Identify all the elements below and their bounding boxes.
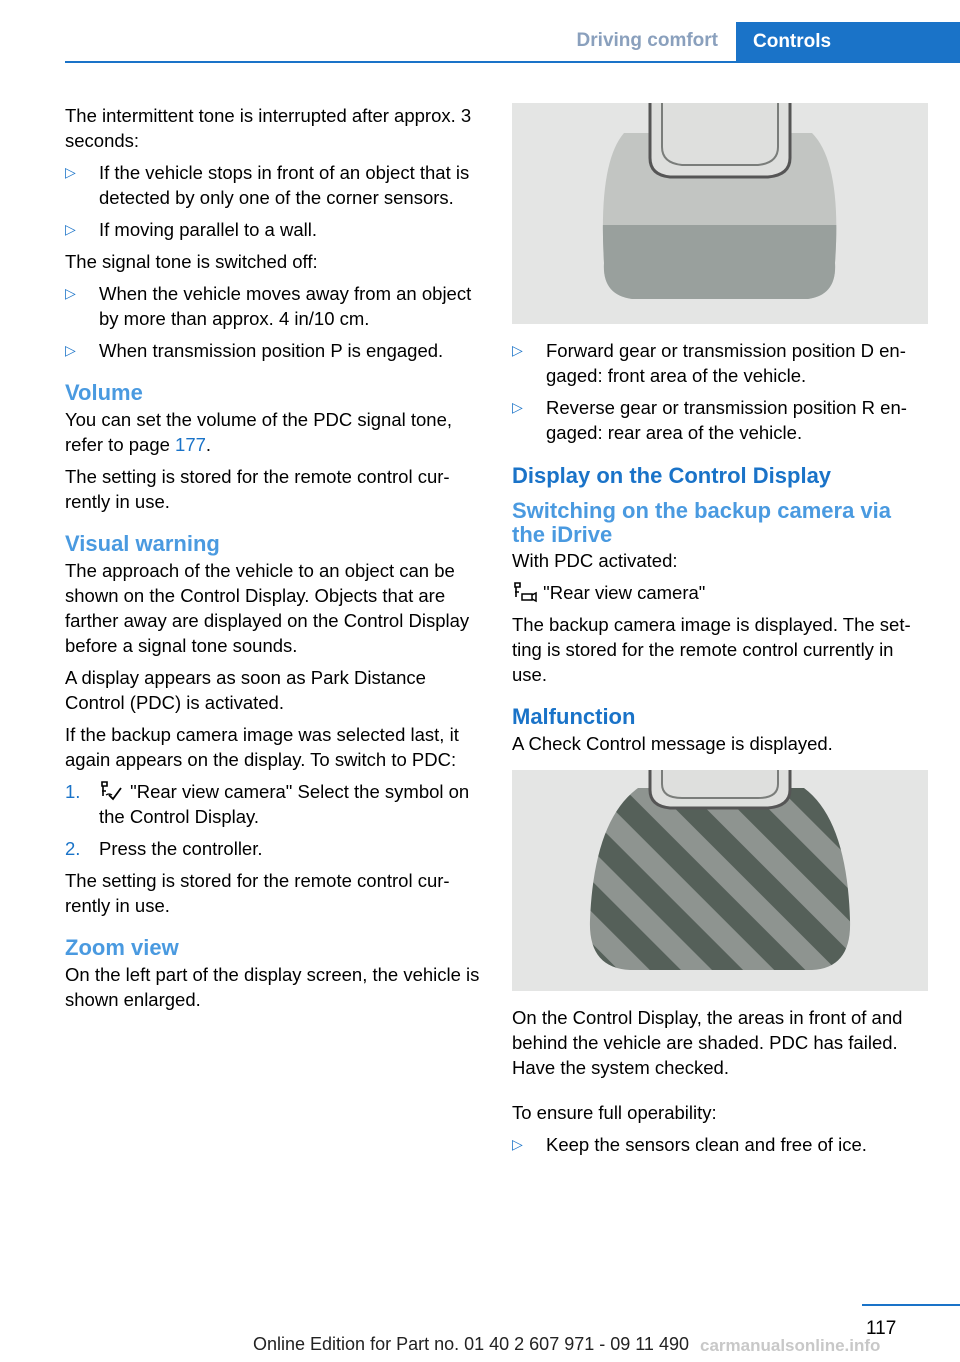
list-item: ▷ If the vehicle stops in front of an object that is detected by only one of the corner sensors. bbox=[65, 162, 470, 208]
watermark: carmanualsonline.info bbox=[700, 1336, 881, 1355]
page-number: 117 bbox=[866, 1318, 897, 1339]
view-mode-list bbox=[512, 338, 930, 445]
steps-list bbox=[65, 779, 481, 861]
footer-rule bbox=[862, 1304, 960, 1306]
visual-warning-text-2: A display appears as soon as Park Distance Control (PDC) is activated. bbox=[65, 667, 426, 713]
malfunction-heading: Malfunction bbox=[512, 704, 636, 729]
camera-heading: Switching on the backup camera via the iDrive bbox=[512, 498, 891, 547]
operability-list bbox=[512, 1132, 930, 1157]
interrupt-list bbox=[65, 160, 481, 242]
volume-heading: Volume bbox=[65, 380, 143, 405]
right-column bbox=[512, 103, 930, 1164]
running-header-section: Driving comfort bbox=[576, 30, 718, 51]
list-item: ▷ Keep the sensors clean and free of ice. bbox=[512, 1134, 867, 1155]
visual-warning-heading: Visual warning bbox=[65, 531, 220, 556]
camera-displayed-text: The backup camera image is displayed. The setting is stored for the remote control currently in use. bbox=[512, 614, 911, 685]
switched-off-list bbox=[65, 281, 481, 363]
edition-note: Online Edition for Part no. 01 40 2 607 971 - 09 11 490 bbox=[253, 1334, 689, 1354]
rear-camera-icon bbox=[512, 581, 538, 603]
switched-off-intro: The signal tone is switched off: bbox=[65, 251, 318, 272]
list-item: ▷ If moving parallel to a wall. bbox=[65, 219, 317, 240]
volume-text: You can set the volume of the PDC signal tone, refer to page 177. bbox=[65, 409, 453, 455]
list-item: ▷ When transmission position P is engaged. bbox=[65, 340, 444, 361]
list-item: ▷ Reverse gear or transmission position R engaged: rear area of the vehicle. bbox=[512, 397, 907, 443]
rear-view-menu-path: "Rear view camera" bbox=[512, 580, 930, 605]
malfunction-text: A Check Control message is displayed. bbox=[512, 733, 833, 754]
list-item: ▷ Forward gear or transmission position D engaged: front area of the vehicle. bbox=[512, 340, 906, 386]
pdc-failure-graphic bbox=[512, 770, 928, 991]
header-rule bbox=[65, 61, 960, 63]
triangle-bullet-icon: ▷ bbox=[65, 221, 76, 237]
rear-camera-icon bbox=[99, 780, 125, 802]
pdc-failure-illustration bbox=[512, 770, 928, 991]
left-column bbox=[65, 103, 481, 1019]
running-header-chapter: Controls bbox=[736, 22, 960, 63]
step-item: 2. Press the controller. bbox=[65, 838, 263, 859]
steps-stored-text: The setting is stored for the remote control currently in use. bbox=[65, 870, 450, 916]
triangle-bullet-icon: ▷ bbox=[512, 342, 523, 358]
page-reference-link[interactable]: 177 bbox=[175, 434, 206, 455]
visual-warning-text-1: The approach of the vehicle to an object can be shown on the Control Display. Objects that are farther away are displayed on the Control Display before a signal tone sounds. bbox=[65, 560, 470, 656]
display-heading: Display on the Control Display bbox=[512, 463, 832, 488]
visual-warning-text-3: If the backup camera image was selected last, it again appears on the display. To switch to PDC: bbox=[65, 724, 459, 770]
operability-intro: To ensure full operability: bbox=[512, 1102, 717, 1123]
pdc-view-graphic bbox=[512, 103, 928, 324]
zoom-view-heading: Zoom view bbox=[65, 935, 179, 960]
triangle-bullet-icon: ▷ bbox=[65, 342, 76, 358]
triangle-bullet-icon: ▷ bbox=[65, 285, 76, 301]
step-item: 1. "Rear view camera" Select the symbol on the Control Display. bbox=[65, 781, 470, 827]
zoom-view-text: On the left part of the display screen, the vehicle is shown enlarged. bbox=[65, 964, 480, 1010]
triangle-bullet-icon: ▷ bbox=[512, 1136, 523, 1152]
list-item: ▷ When the vehicle moves away from an object by more than approx. 4 in/10 cm. bbox=[65, 283, 472, 329]
intro-text: The intermittent tone is interrupted after approx. 3 seconds: bbox=[65, 105, 472, 151]
triangle-bullet-icon: ▷ bbox=[512, 399, 523, 415]
shaded-areas-text: On the Control Display, the areas in front of and behind the vehicle are shaded. PDC has failed. Have the system checked. bbox=[512, 1007, 903, 1078]
triangle-bullet-icon: ▷ bbox=[65, 164, 76, 180]
volume-stored-text: The setting is stored for the remote control currently in use. bbox=[65, 466, 450, 512]
pdc-view-illustration bbox=[512, 103, 928, 324]
pdc-activated-text: With PDC activated: bbox=[512, 550, 678, 571]
